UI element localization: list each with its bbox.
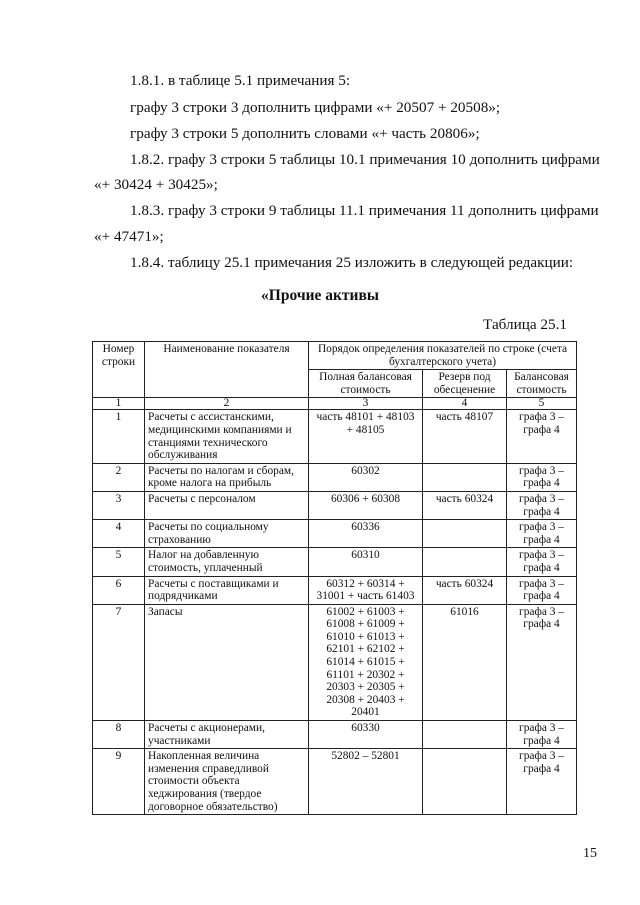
balance-formula: графа 3 – графа 4 xyxy=(507,576,577,604)
balance-formula: графа 3 – графа 4 xyxy=(507,721,577,749)
column-number: 2 xyxy=(145,398,309,410)
reserve-accounts xyxy=(423,749,507,815)
balance-formula: графа 3 – графа 4 xyxy=(507,749,577,815)
paragraph-row5-addition: графу 3 строки 5 дополнить словами «+ часть 20806»; xyxy=(130,125,480,142)
row-number: 4 xyxy=(93,520,145,548)
balance-formula: графа 3 – графа 4 xyxy=(507,410,577,463)
paragraph-1-8-4: 1.8.4. таблицу 25.1 примечания 25 изложить в следующей редакции: xyxy=(130,254,574,271)
table-row xyxy=(93,749,577,815)
balance-formula: графа 3 – графа 4 xyxy=(507,520,577,548)
row-number: 9 xyxy=(93,749,145,815)
balance-formula: графа 3 – графа 4 xyxy=(507,463,577,491)
table-row xyxy=(93,410,577,463)
table-row xyxy=(93,520,577,548)
table-row xyxy=(93,491,577,519)
paragraph-1-8-3-continuation: «+ 47471»; xyxy=(94,228,164,245)
indicator-name: Запасы xyxy=(145,604,309,720)
indicator-name: Налог на добавленную стоимость, уплаченный xyxy=(145,548,309,576)
reserve-accounts xyxy=(423,520,507,548)
paragraph-row3-addition: графу 3 строки 3 дополнить цифрами «+ 20507 + 20508»; xyxy=(130,99,501,116)
full-balance-accounts: 60306 + 60308 xyxy=(309,491,423,519)
balance-formula: графа 3 – графа 4 xyxy=(507,604,577,720)
header-impairment-reserve: Резерв под обесценение xyxy=(423,370,507,398)
table-row xyxy=(93,548,577,576)
indicator-name: Накопленная величина изменения справедливой стоимости объекта хеджирования (твердое договорное обязательство) xyxy=(145,749,309,815)
full-balance-accounts: 60312 + 60314 + 31001 + часть 61403 xyxy=(309,576,423,604)
row-number: 8 xyxy=(93,721,145,749)
header-row-number: Номер строки xyxy=(93,342,145,398)
table-row xyxy=(93,576,577,604)
row-number: 1 xyxy=(93,410,145,463)
reserve-accounts xyxy=(423,548,507,576)
reserve-accounts: 61016 xyxy=(423,604,507,720)
table-caption: Таблица 25.1 xyxy=(483,316,567,333)
page-number: 15 xyxy=(583,846,597,861)
balance-formula: графа 3 – графа 4 xyxy=(507,548,577,576)
header-determination-order: Порядок определения показателей по строке (счета бухгалтерского учета) xyxy=(309,342,577,370)
full-balance-accounts: 60330 xyxy=(309,721,423,749)
row-number: 3 xyxy=(93,491,145,519)
paragraph-1-8-1: 1.8.1. в таблице 5.1 примечания 5: xyxy=(130,72,351,89)
reserve-accounts: часть 60324 xyxy=(423,576,507,604)
row-number: 2 xyxy=(93,463,145,491)
other-assets-table xyxy=(92,341,577,815)
full-balance-accounts: 60302 xyxy=(309,463,423,491)
paragraph-1-8-3: 1.8.3. графу 3 строки 9 таблицы 11.1 примечания 11 дополнить цифрами xyxy=(130,202,599,219)
indicator-name: Расчеты с акционерами, участниками xyxy=(145,721,309,749)
full-balance-accounts: 61002 + 61003 + 61008 + 61009 + 61010 + 61013 + 62101 + 62102 + 61014 + 61015 + 61101 + 20302 + 20303 + 20305 + 20308 + 20403 + 20401 xyxy=(309,604,423,720)
column-number: 1 xyxy=(93,398,145,410)
header-full-balance-value: Полная балансовая стоимость xyxy=(309,370,423,398)
full-balance-accounts: 60336 xyxy=(309,520,423,548)
indicator-name: Расчеты по социальному страхованию xyxy=(145,520,309,548)
indicator-name: Расчеты по налогам и сборам, кроме налога на прибыль xyxy=(145,463,309,491)
table-row xyxy=(93,604,577,720)
row-number: 7 xyxy=(93,604,145,720)
balance-formula: графа 3 – графа 4 xyxy=(507,491,577,519)
full-balance-accounts: часть 48101 + 48103 + 48105 xyxy=(309,410,423,463)
paragraph-1-8-2-continuation: «+ 30424 + 30425»; xyxy=(94,176,218,193)
indicator-name: Расчеты с персоналом xyxy=(145,491,309,519)
full-balance-accounts: 60310 xyxy=(309,548,423,576)
reserve-accounts: часть 60324 xyxy=(423,491,507,519)
table-row xyxy=(93,721,577,749)
full-balance-accounts: 52802 – 52801 xyxy=(309,749,423,815)
column-number: 5 xyxy=(507,398,577,410)
indicator-name: Расчеты с поставщиками и подрядчиками xyxy=(145,576,309,604)
column-number: 4 xyxy=(423,398,507,410)
reserve-accounts xyxy=(423,721,507,749)
indicator-name: Расчеты с ассистанскими, медицинскими компаниями и станциями технического обслуживания xyxy=(145,410,309,463)
reserve-accounts xyxy=(423,463,507,491)
header-balance-value: Балансовая стоимость xyxy=(507,370,577,398)
header-indicator-name: Наименование показателя xyxy=(145,342,309,398)
paragraph-1-8-2: 1.8.2. графу 3 строки 5 таблицы 10.1 примечания 10 дополнить цифрами xyxy=(130,151,600,168)
row-number: 6 xyxy=(93,576,145,604)
section-heading: «Прочие активы xyxy=(261,287,379,304)
table-row xyxy=(93,463,577,491)
column-number: 3 xyxy=(309,398,423,410)
reserve-accounts: часть 48107 xyxy=(423,410,507,463)
row-number: 5 xyxy=(93,548,145,576)
